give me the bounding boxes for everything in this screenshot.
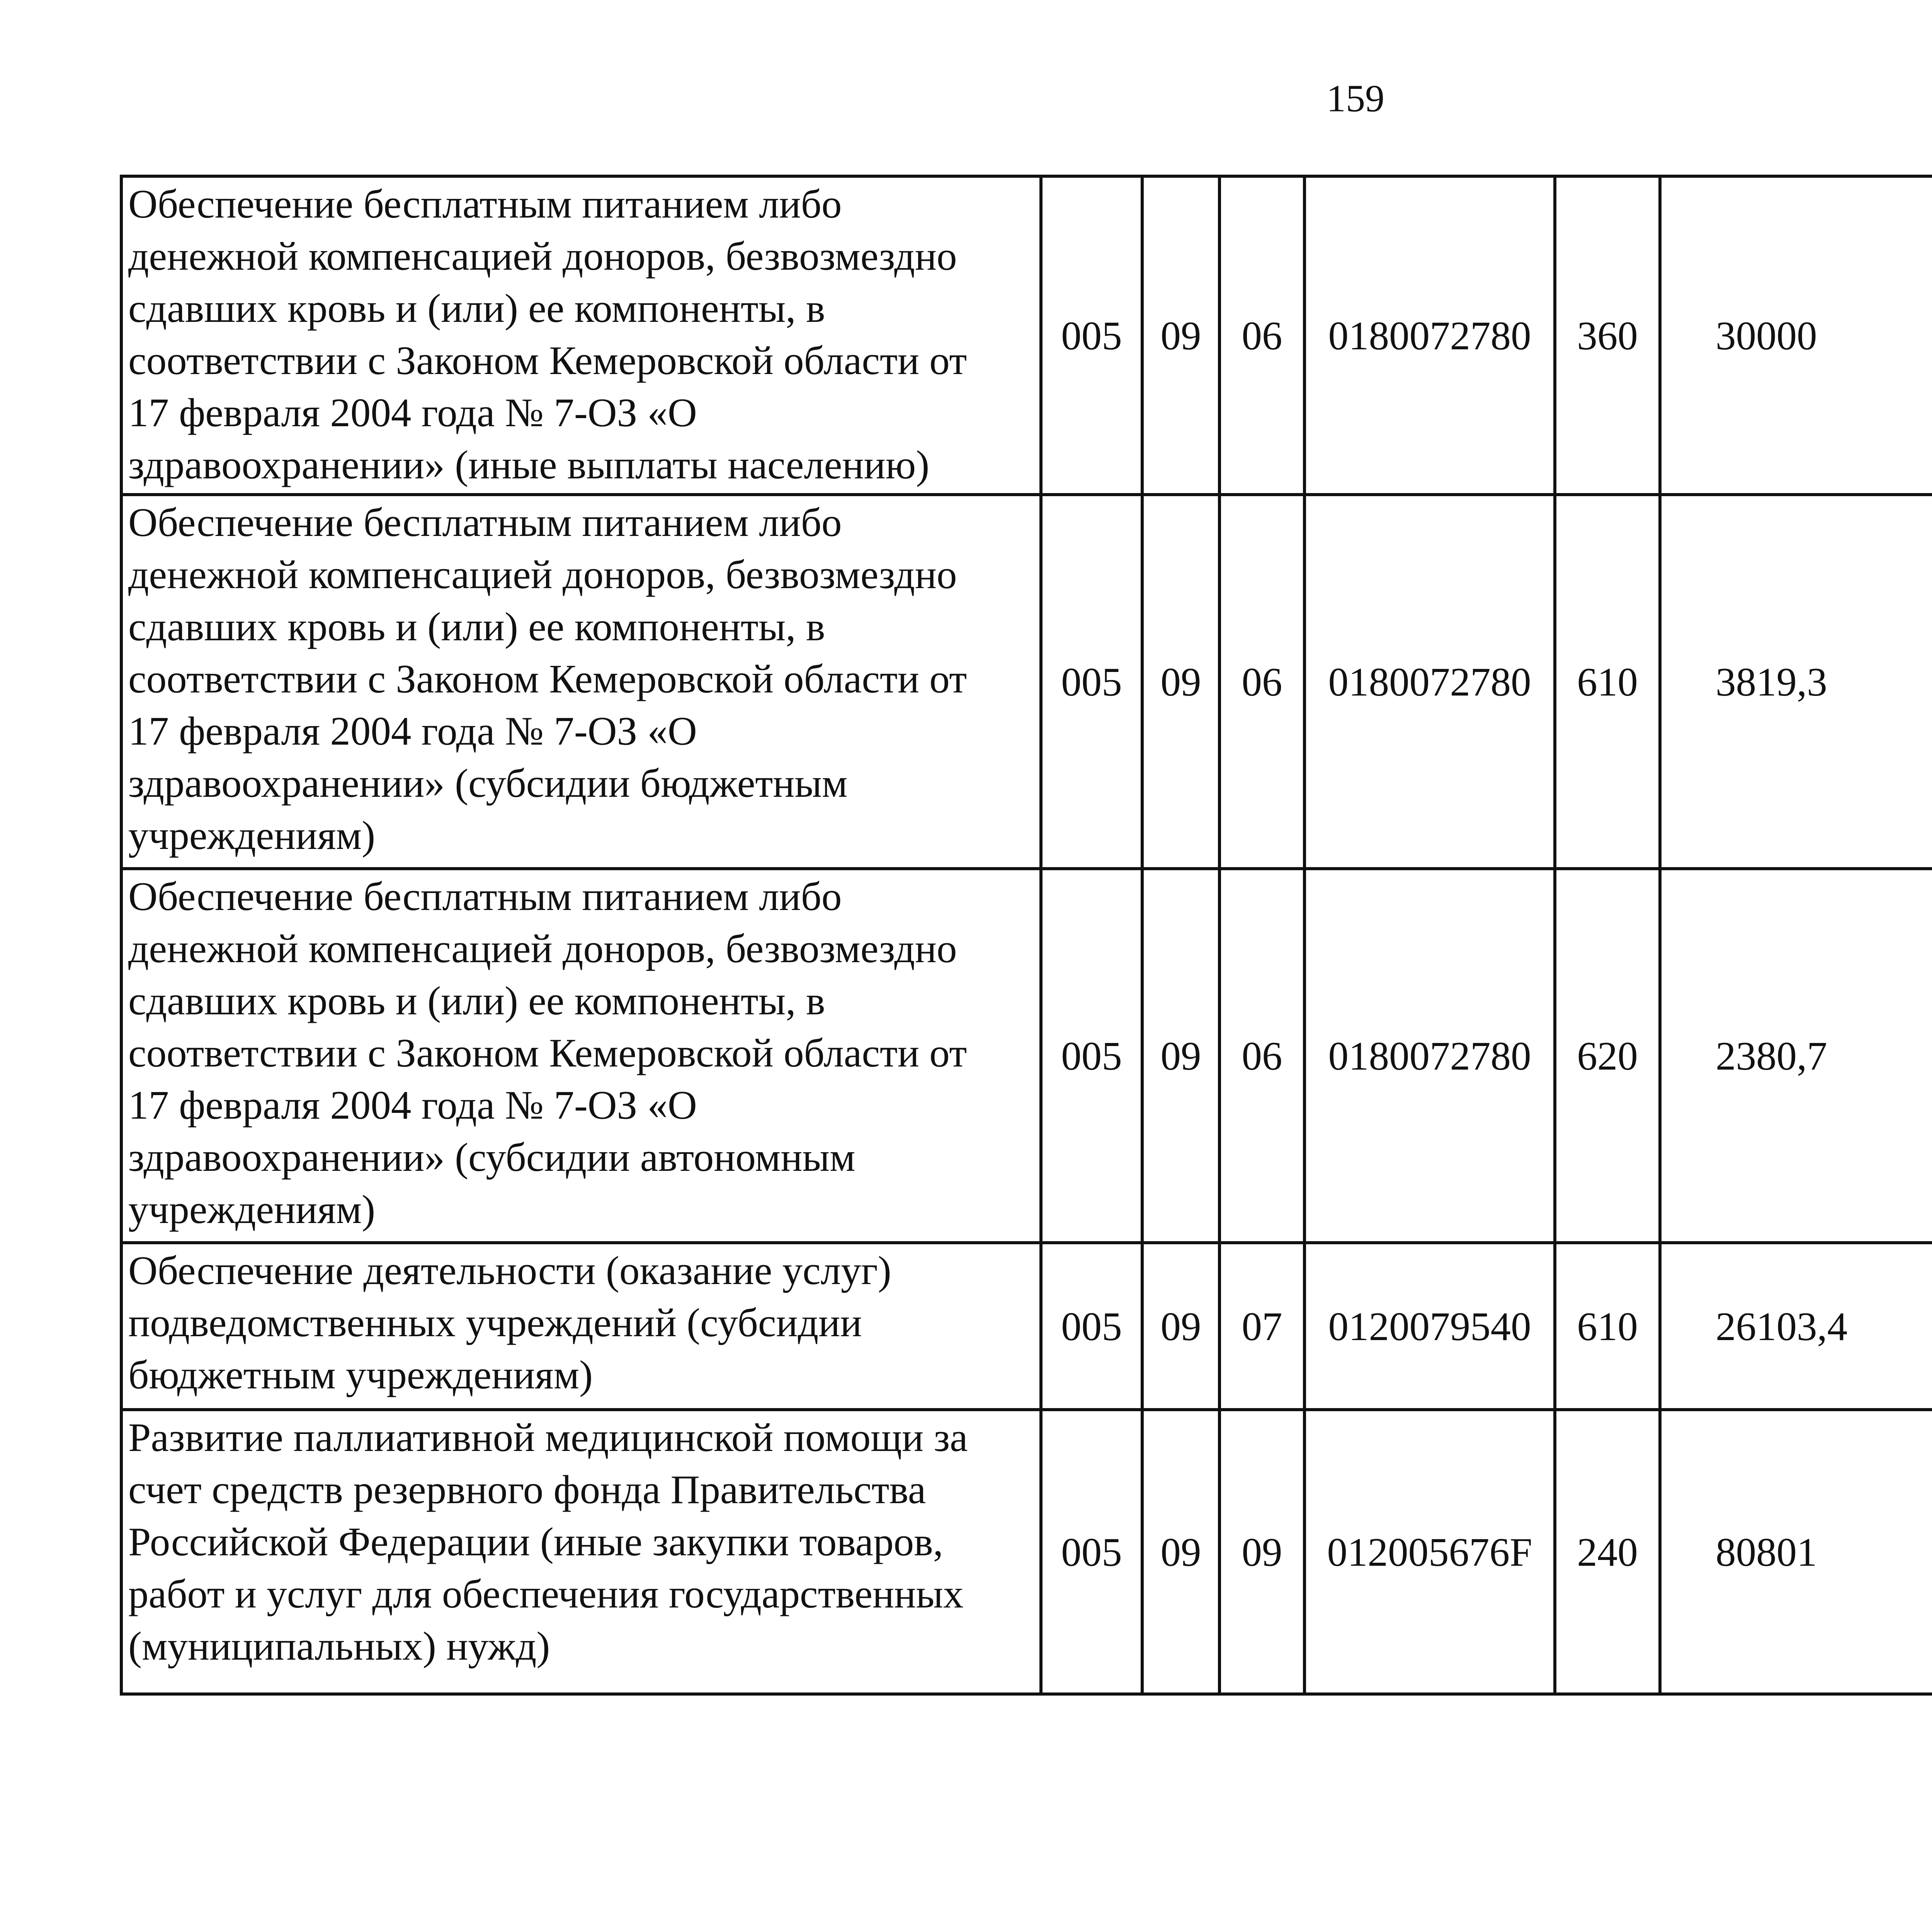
ministry-code: 005 bbox=[1041, 1243, 1142, 1410]
subsection-code: 06 bbox=[1219, 869, 1304, 1243]
table-row bbox=[121, 1243, 1932, 1410]
target-article-code: 0180072780 bbox=[1304, 176, 1555, 495]
section-code: 09 bbox=[1142, 869, 1219, 1243]
description-line: Обеспечение бесплатным питанием либо bbox=[128, 500, 842, 545]
description-line: здравоохранении» (субсидии автономным bbox=[128, 1135, 855, 1180]
description-line: (муниципальных) нужд) bbox=[128, 1623, 550, 1669]
description-line: сдавших кровь и (или) ее компоненты, в bbox=[128, 978, 825, 1023]
subsection-code: 06 bbox=[1219, 176, 1304, 495]
description-line: Развитие паллиативной медицинской помощи за bbox=[128, 1415, 968, 1460]
section-code: 09 bbox=[1142, 1243, 1219, 1410]
description-line: Обеспечение деятельности (оказание услуг) bbox=[128, 1248, 891, 1293]
description-line: бюджетным учреждениям) bbox=[128, 1352, 593, 1397]
section-code: 09 bbox=[1142, 1410, 1219, 1694]
table-row bbox=[121, 869, 1932, 1243]
expense-type-code: 360 bbox=[1555, 176, 1660, 495]
table-row bbox=[121, 495, 1932, 869]
budget-table bbox=[120, 175, 1932, 1696]
description-line: здравоохранении» (иные выплаты населению) bbox=[128, 442, 930, 487]
amount-year-1: 3819,3 bbox=[1660, 495, 1932, 869]
subsection-code: 09 bbox=[1219, 1410, 1304, 1694]
page-number: 159 bbox=[1327, 77, 1384, 120]
description-line: 17 февраля 2004 года № 7-ОЗ «О bbox=[128, 390, 697, 435]
description-line: 17 февраля 2004 года № 7-ОЗ «О bbox=[128, 708, 697, 754]
section-code: 09 bbox=[1142, 495, 1219, 869]
subsection-code: 06 bbox=[1219, 495, 1304, 869]
ministry-code: 005 bbox=[1041, 176, 1142, 495]
description-line: Обеспечение бесплатным питанием либо bbox=[128, 181, 842, 226]
description-line: здравоохранении» (субсидии бюджетным bbox=[128, 760, 848, 806]
amount-year-1: 30000 bbox=[1660, 176, 1932, 495]
description-line: соответствии с Законом Кемеровской области от bbox=[128, 1030, 967, 1075]
expense-type-code: 620 bbox=[1555, 869, 1660, 1243]
subsection-code: 07 bbox=[1219, 1243, 1304, 1410]
description-line: учреждениям) bbox=[128, 813, 376, 858]
description-line: работ и услуг для обеспечения государственных bbox=[128, 1571, 964, 1616]
description-line: соответствии с Законом Кемеровской области от bbox=[128, 656, 967, 701]
expense-type-code: 610 bbox=[1555, 495, 1660, 869]
target-article-code: 0180072780 bbox=[1304, 495, 1555, 869]
description-line: счет средств резервного фонда Правительства bbox=[128, 1467, 926, 1512]
row-description bbox=[121, 1410, 1041, 1694]
expense-type-code: 610 bbox=[1555, 1243, 1660, 1410]
section-code: 09 bbox=[1142, 176, 1219, 495]
table-row bbox=[121, 176, 1932, 495]
description-line: сдавших кровь и (или) ее компоненты, в bbox=[128, 604, 825, 649]
ministry-code: 005 bbox=[1041, 495, 1142, 869]
ministry-code: 005 bbox=[1041, 1410, 1142, 1694]
row-description bbox=[121, 176, 1041, 495]
description-line: Российской Федерации (иные закупки товаров, bbox=[128, 1519, 943, 1564]
description-line: денежной компенсацией доноров, безвозмездно bbox=[128, 926, 957, 971]
description-line: денежной компенсацией доноров, безвозмездно bbox=[128, 552, 957, 597]
row-description bbox=[121, 869, 1041, 1243]
row-description bbox=[121, 1243, 1041, 1410]
amount-year-1: 80801 bbox=[1660, 1410, 1932, 1694]
amount-year-1: 2380,7 bbox=[1660, 869, 1932, 1243]
ministry-code: 005 bbox=[1041, 869, 1142, 1243]
target-article-code: 012005676F bbox=[1304, 1410, 1555, 1694]
expense-type-code: 240 bbox=[1555, 1410, 1660, 1694]
target-article-code: 0180072780 bbox=[1304, 869, 1555, 1243]
target-article-code: 0120079540 bbox=[1304, 1243, 1555, 1410]
description-line: сдавших кровь и (или) ее компоненты, в bbox=[128, 286, 825, 331]
amount-year-1: 26103,4 bbox=[1660, 1243, 1932, 1410]
row-description bbox=[121, 495, 1041, 869]
description-line: Обеспечение бесплатным питанием либо bbox=[128, 874, 842, 919]
description-line: денежной компенсацией доноров, безвозмездно bbox=[128, 233, 957, 279]
description-line: 17 февраля 2004 года № 7-ОЗ «О bbox=[128, 1082, 697, 1128]
description-line: подведомственных учреждений (субсидии bbox=[128, 1300, 862, 1345]
description-line: соответствии с Законом Кемеровской области от bbox=[128, 338, 967, 383]
description-line: учреждениям) bbox=[128, 1187, 376, 1232]
table-row bbox=[121, 1410, 1932, 1694]
